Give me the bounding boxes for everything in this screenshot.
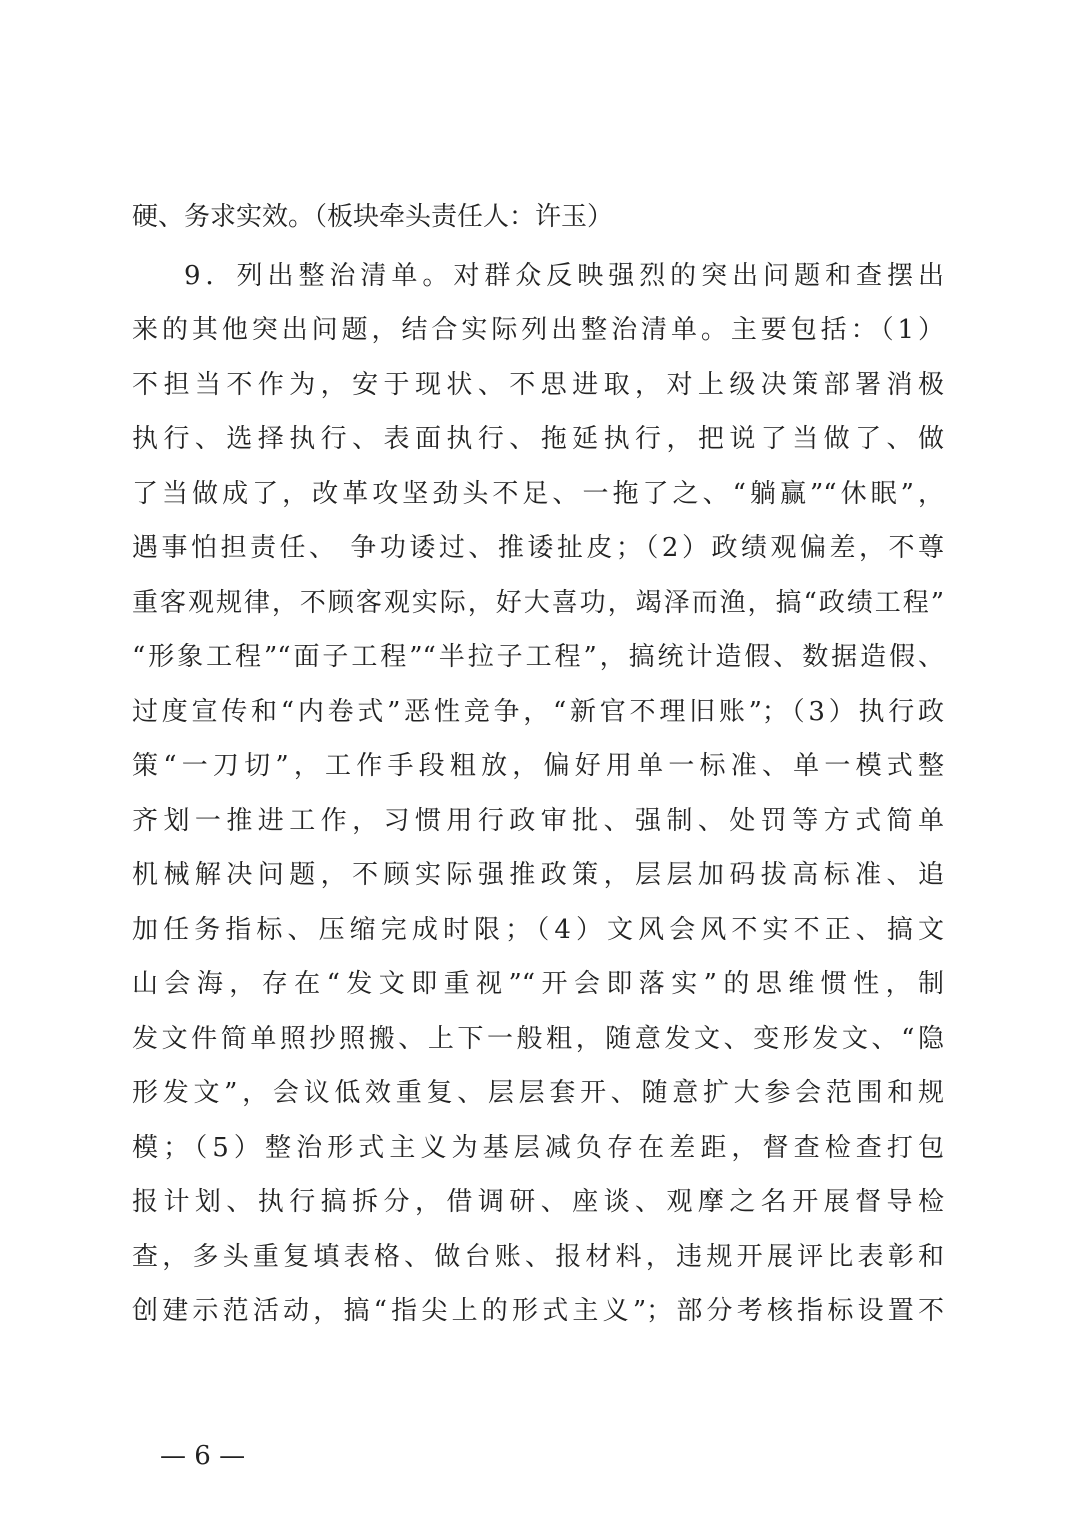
paragraph-line: 硬、务求实效。（板块牵头责任人：许玉）	[132, 202, 614, 232]
paragraph-line: 齐划一推进工作，习惯用行政审批、强制、处罚等方式简单	[132, 805, 944, 836]
paragraph-line: 模；（5）整治形式主义为基层减负存在差距，督查检查打包	[132, 1132, 944, 1163]
paragraph-line: 创建示范活动，搞“指尖上的形式主义”；部分考核指标设置不	[132, 1296, 944, 1326]
page-number: — 6 —	[160, 1441, 246, 1471]
paragraph-line: 发文件简单照抄照搬、上下一般粗，随意发文、变形发文、“隐	[132, 1023, 944, 1054]
paragraph-line: 形发文”，会议低效重复、层层套开、随意扩大参会范围和规	[132, 1078, 944, 1108]
paragraph-line: 查，多头重复填表格、做台账、报材料，违规开展评比表彰和	[132, 1241, 944, 1272]
paragraph-line: 加任务指标、压缩完成时限；（4）文风会风不实不正、搞文	[132, 914, 944, 945]
paragraph-line: 过度宣传和“内卷式”恶性竞争，“新官不理旧账”；（3）执行政	[132, 696, 944, 727]
body-text	[132, 190, 944, 1339]
paragraph-line: 策“一刀切”，工作手段粗放，偏好用单一标准、单一模式整	[132, 751, 944, 781]
paragraph-line: 山会海，存在“发文即重视”“开会即落实”的思维惯性，制	[132, 969, 944, 999]
paragraph-line: “形象工程”“面子工程”“半拉子工程”，搞统计造假、数据造假、	[132, 642, 944, 672]
paragraph-line: 执行、选择执行、表面执行、拖延执行，把说了当做了、做	[132, 424, 944, 454]
paragraph-line: 了当做成了，改革攻坚劲头不足、一拖了之、“躺赢”“休眠”，	[132, 478, 944, 509]
paragraph-line: 来的其他突出问题，结合实际列出整治清单。主要包括：（1）	[132, 315, 944, 345]
paragraph-line: 遇事怕担责任、 争功诿过、推诿扯皮；（2）政绩观偏差，不尊	[132, 533, 944, 563]
paragraph-line: 机械解决问题，不顾实际强推政策，层层加码拔高标准、追	[132, 860, 944, 890]
paragraph-line: 9．列出整治清单。对群众反映强烈的突出问题和查摆出	[184, 260, 944, 291]
paragraph-line: 报计划、执行搞拆分，借调研、座谈、观摩之名开展督导检	[132, 1187, 944, 1217]
paragraph-line: 重客观规律，不顾客观实际，好大喜功，竭泽而渔，搞“政绩工程”	[132, 587, 944, 618]
paragraph-line: 不担当不作为，安于现状、不思进取，对上级决策部署消极	[132, 369, 944, 400]
